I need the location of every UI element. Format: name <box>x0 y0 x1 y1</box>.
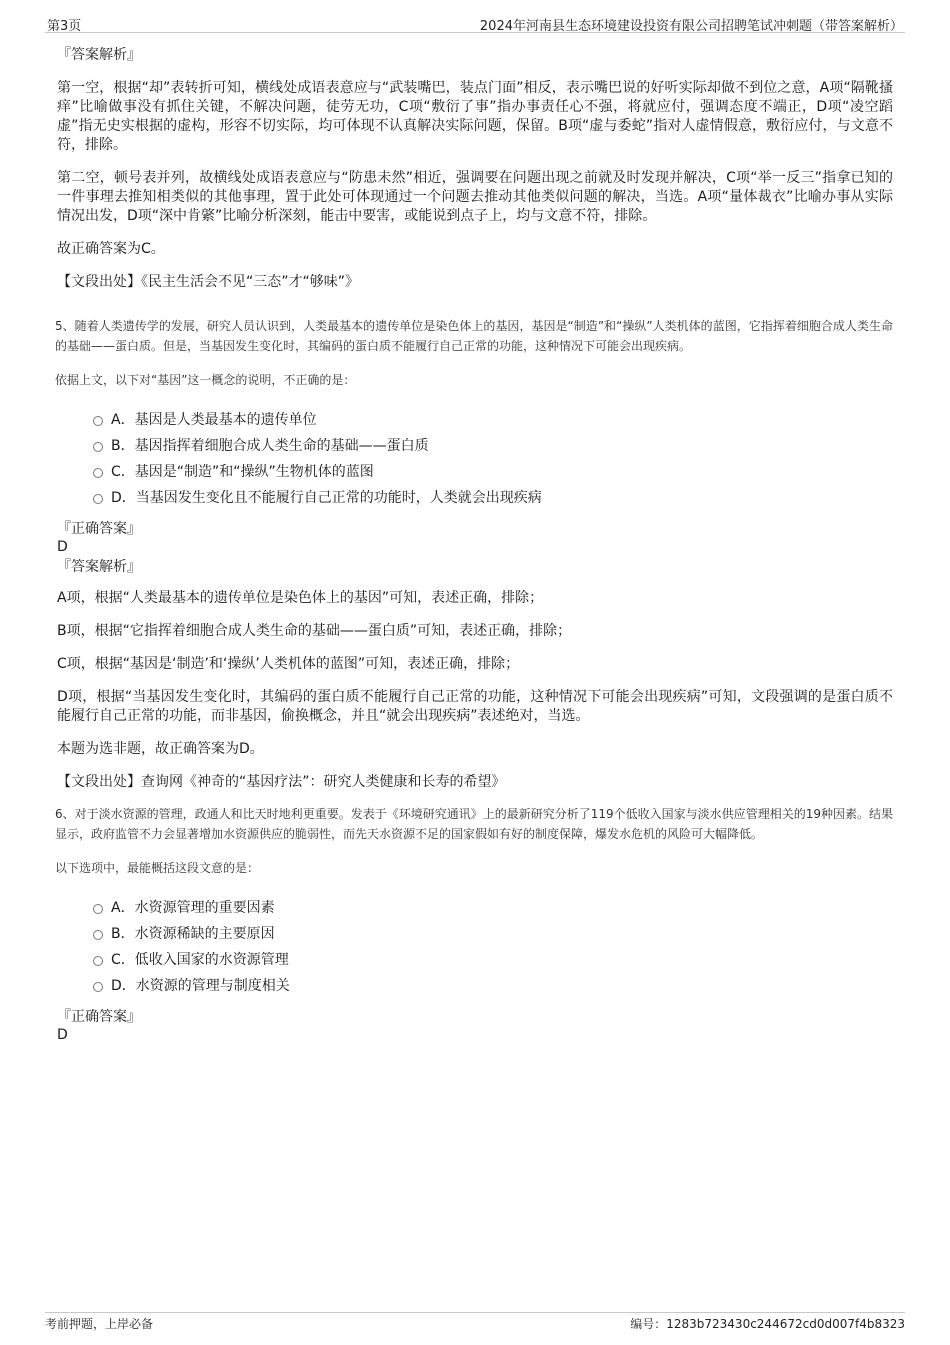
q4-analysis-para2: 第二空，顿号表并列，故横线处成语表意应与“防患未然”相近，强调要在问题出现之前就及时发现并解决，C项“举一反三”指拿已知的一件事理去推知相类似的其他事理，置于此处可体现通过一个问题去推动其他类似问题的解决，当选。A项“量体裁衣”比喻办事从实际情况出发，D项“深中肯綮”比喻分析深刻，能击中要害，或能说到点子上，均与文意不符，排除。 <box>57 170 893 224</box>
q5-option-c[interactable]: C．基因是“制造”和“操纵”生物机体的蓝图 <box>93 458 893 484</box>
q4-analysis-label: 『答案解析』 <box>57 47 141 63</box>
radio-icon[interactable] <box>93 468 103 478</box>
q6-option-d[interactable]: D．水资源的管理与制度相关 <box>93 972 893 998</box>
q6-answer: D <box>57 1027 68 1043</box>
page-header <box>0 0 950 34</box>
q6-option-c[interactable]: C．低收入国家的水资源管理 <box>93 946 893 972</box>
q6-option-a[interactable]: A．水资源管理的重要因素 <box>93 894 893 920</box>
header-divider <box>45 32 905 33</box>
radio-icon[interactable] <box>93 442 103 452</box>
q5-options <box>93 406 893 510</box>
q5-analysis-c: C项，根据“基因是‘制造’和‘操纵’人类机体的蓝图”可知，表述正确，排除； <box>57 656 520 672</box>
q5-analysis-a: A项，根据“人类最基本的遗传单位是染色体上的基因”可知，表述正确，排除； <box>57 590 544 606</box>
q4-analysis-para1: 第一空，根据“却”表转折可知，横线处成语表意应与“武装嘴巴，装点门面”相反，表示嘴巴说的好听实际却做不到位之意，A项“隔靴搔痒”比喻做事没有抓住关键，不解决问题，徒劳无功，C项“敷衍了事”指办事责任心不强，将就应付，强调态度不端正，D项“凌空蹈虚”指无史实根据的虚构，形容不切实际，均可体现不认真解决实际问题，保留。B项“虚与委蛇”指对人虚情假意，敷衍应付，与文意不符，排除。 <box>57 80 893 153</box>
radio-icon[interactable] <box>93 982 103 992</box>
q5-option-a[interactable]: A．基因是人类最基本的遗传单位 <box>93 406 893 432</box>
q5-source: 【文段出处】查询网《神奇的“基因疗法”：研究人类健康和长寿的希望》 <box>57 774 506 790</box>
document-body <box>57 46 893 1046</box>
document-id: 编号：1283b723430c244672cd0d007f4b8323 <box>630 1317 905 1331</box>
q5-answer: D <box>57 539 68 555</box>
radio-icon[interactable] <box>93 494 103 504</box>
q4-source: 【文段出处】《民主生活会不见“三态”才“够味”》 <box>57 274 360 290</box>
q5-analysis-b: B项，根据“它指挥着细胞合成人类生命的基础——蛋白质”可知，表述正确，排除； <box>57 623 572 639</box>
q5-answer-label: 『正确答案』 <box>57 521 141 537</box>
page-number: 第3页 <box>47 19 82 34</box>
q5-conclusion: 本题为选非题，故正确答案为D。 <box>57 741 264 757</box>
q5-stem: 5、随着人类遗传学的发展，研究人员认识到，人类最基本的遗传单位是染色体上的基因，基因是“制造”和“操纵”人类机体的蓝图，它指挥着细胞合成人类生命的基础——蛋白质。但是，当基因发生变化时，其编码的蛋白质不能履行自己正常的功能，这种情况下可能会出现疾病。 <box>55 319 893 353</box>
page-footer <box>0 1300 950 1340</box>
document-title: 2024年河南县生态环境建设投资有限公司招聘笔试冲刺题（带答案解析） <box>479 19 903 34</box>
q6-stem: 6、对于淡水资源的管理，政通人和比天时地利更重要。发表于《环境研究通讯》上的最新研究分析了119个低收入国家与淡水供应管理相关的19种因素。结果显示，政府监管不力会显著增加水资源供应的脆弱性，而先天水资源不足的国家假如有好的制度保障，爆发水危机的风险可大幅降低。 <box>55 807 893 841</box>
footer-divider <box>45 1312 905 1313</box>
q6-answer-label: 『正确答案』 <box>57 1009 141 1025</box>
radio-icon[interactable] <box>93 930 103 940</box>
q6-options <box>93 894 893 998</box>
q4-conclusion: 故正确答案为C。 <box>57 241 165 257</box>
radio-icon[interactable] <box>93 956 103 966</box>
radio-icon[interactable] <box>93 416 103 426</box>
q5-prompt: 依据上文，以下对“基因”这一概念的说明，不正确的是： <box>55 373 356 387</box>
q5-option-d[interactable]: D．当基因发生变化且不能履行自己正常的功能时，人类就会出现疾病 <box>93 484 893 510</box>
footer-slogan: 考前押题，上岸必备 <box>45 1317 154 1331</box>
q6-prompt: 以下选项中，最能概括这段文意的是： <box>55 861 260 875</box>
q5-analysis-d: D项，根据“当基因发生变化时，其编码的蛋白质不能履行自己正常的功能，这种情况下可能会出现疾病”可知，文段强调的是蛋白质不能履行自己正常的功能，而非基因，偷换概念，并且“就会出现疾病”表述绝对，当选。 <box>57 689 893 724</box>
q5-analysis-label: 『答案解析』 <box>57 559 141 575</box>
q5-option-b[interactable]: B．基因指挥着细胞合成人类生命的基础——蛋白质 <box>93 432 893 458</box>
q6-option-b[interactable]: B．水资源稀缺的主要原因 <box>93 920 893 946</box>
radio-icon[interactable] <box>93 904 103 914</box>
